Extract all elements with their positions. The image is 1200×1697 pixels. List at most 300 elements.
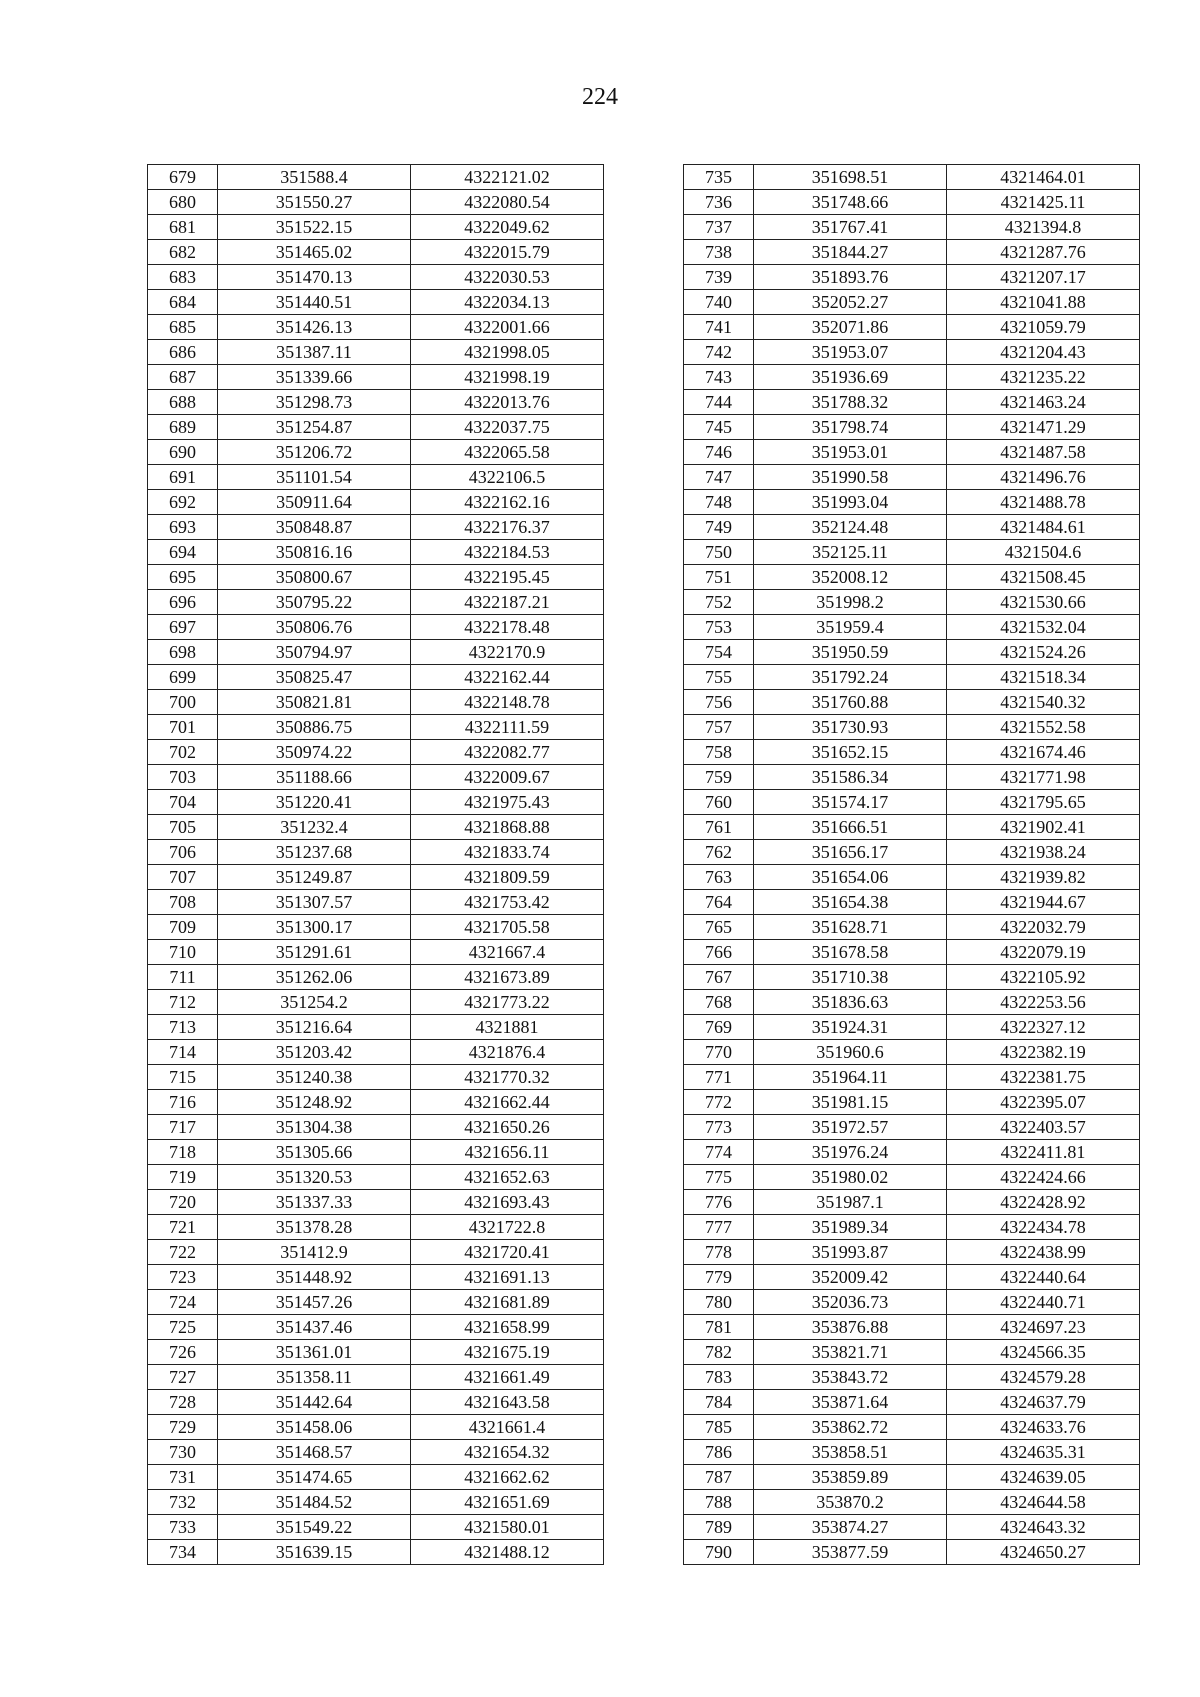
point-number-cell: 681 [148,215,218,240]
y-coordinate-cell: 4321773.22 [411,990,604,1015]
table-row [148,690,604,715]
table-row [148,665,604,690]
table-row [148,240,604,265]
table-row [684,1265,1140,1290]
coordinates-table-left [147,164,604,1565]
point-number-cell: 789 [684,1515,754,1540]
point-number-cell: 685 [148,315,218,340]
x-coordinate-cell: 351798.74 [754,415,947,440]
table-row [684,1015,1140,1040]
y-coordinate-cell: 4322395.07 [947,1090,1140,1115]
y-coordinate-cell: 4321504.6 [947,540,1140,565]
x-coordinate-cell: 351788.32 [754,390,947,415]
point-number-cell: 704 [148,790,218,815]
x-coordinate-cell: 351522.15 [218,215,411,240]
point-number-cell: 790 [684,1540,754,1565]
point-number-cell: 712 [148,990,218,1015]
point-number-cell: 782 [684,1340,754,1365]
y-coordinate-cell: 4321656.11 [411,1140,604,1165]
y-coordinate-cell: 4321770.32 [411,1065,604,1090]
point-number-cell: 708 [148,890,218,915]
table-row [148,565,604,590]
point-number-cell: 784 [684,1390,754,1415]
table-row [684,1390,1140,1415]
y-coordinate-cell: 4321705.58 [411,915,604,940]
x-coordinate-cell: 351426.13 [218,315,411,340]
x-coordinate-cell: 353874.27 [754,1515,947,1540]
y-coordinate-cell: 4321658.99 [411,1315,604,1340]
x-coordinate-cell: 351953.07 [754,340,947,365]
table-row [684,1115,1140,1140]
y-coordinate-cell: 4324639.05 [947,1465,1140,1490]
y-coordinate-cell: 4322382.19 [947,1040,1140,1065]
table-row [684,765,1140,790]
y-coordinate-cell: 4321425.11 [947,190,1140,215]
x-coordinate-cell: 351470.13 [218,265,411,290]
x-coordinate-cell: 351440.51 [218,290,411,315]
point-number-cell: 710 [148,940,218,965]
table-row [148,965,604,990]
point-number-cell: 698 [148,640,218,665]
x-coordinate-cell: 351262.06 [218,965,411,990]
point-number-cell: 737 [684,215,754,240]
point-number-cell: 776 [684,1190,754,1215]
point-number-cell: 703 [148,765,218,790]
point-number-cell: 786 [684,1440,754,1465]
table-row [148,1465,604,1490]
y-coordinate-cell: 4322080.54 [411,190,604,215]
table-row [148,1015,604,1040]
x-coordinate-cell: 352124.48 [754,515,947,540]
x-coordinate-cell: 350806.76 [218,615,411,640]
table-row [148,1440,604,1465]
x-coordinate-cell: 351188.66 [218,765,411,790]
point-number-cell: 706 [148,840,218,865]
table-row [684,690,1140,715]
x-coordinate-cell: 351304.38 [218,1115,411,1140]
point-number-cell: 739 [684,265,754,290]
x-coordinate-cell: 351998.2 [754,590,947,615]
point-number-cell: 682 [148,240,218,265]
x-coordinate-cell: 353870.2 [754,1490,947,1515]
x-coordinate-cell: 350795.22 [218,590,411,615]
y-coordinate-cell: 4324644.58 [947,1490,1140,1515]
y-coordinate-cell: 4321651.69 [411,1490,604,1515]
y-coordinate-cell: 4321524.26 [947,640,1140,665]
table-row [684,815,1140,840]
table-row [684,1190,1140,1215]
point-number-cell: 785 [684,1415,754,1440]
y-coordinate-cell: 4321394.8 [947,215,1140,240]
x-coordinate-cell: 351216.64 [218,1015,411,1040]
y-coordinate-cell: 4321650.26 [411,1115,604,1140]
point-number-cell: 705 [148,815,218,840]
y-coordinate-cell: 4322106.5 [411,465,604,490]
table-row [148,1365,604,1390]
table-row [684,1365,1140,1390]
x-coordinate-cell: 351654.06 [754,865,947,890]
x-coordinate-cell: 351300.17 [218,915,411,940]
table-row [148,890,604,915]
point-number-cell: 713 [148,1015,218,1040]
x-coordinate-cell: 351730.93 [754,715,947,740]
y-coordinate-cell: 4322411.81 [947,1140,1140,1165]
table-row [684,665,1140,690]
point-number-cell: 694 [148,540,218,565]
point-number-cell: 750 [684,540,754,565]
point-number-cell: 765 [684,915,754,940]
x-coordinate-cell: 350816.16 [218,540,411,565]
x-coordinate-cell: 351437.46 [218,1315,411,1340]
y-coordinate-cell: 4322327.12 [947,1015,1140,1040]
point-number-cell: 771 [684,1065,754,1090]
y-coordinate-cell: 4321720.41 [411,1240,604,1265]
table-row [684,1040,1140,1065]
x-coordinate-cell: 351232.4 [218,815,411,840]
x-coordinate-cell: 352009.42 [754,1265,947,1290]
x-coordinate-cell: 351458.06 [218,1415,411,1440]
point-number-cell: 788 [684,1490,754,1515]
point-number-cell: 729 [148,1415,218,1440]
y-coordinate-cell: 4322079.19 [947,940,1140,965]
table-row [148,490,604,515]
point-number-cell: 679 [148,165,218,190]
point-number-cell: 695 [148,565,218,590]
x-coordinate-cell: 351240.38 [218,1065,411,1090]
x-coordinate-cell: 353876.88 [754,1315,947,1340]
table-row [148,315,604,340]
y-coordinate-cell: 4324566.35 [947,1340,1140,1365]
y-coordinate-cell: 4321667.4 [411,940,604,965]
point-number-cell: 723 [148,1265,218,1290]
point-number-cell: 741 [684,315,754,340]
table-row [148,865,604,890]
table-row [148,340,604,365]
x-coordinate-cell: 351767.41 [754,215,947,240]
y-coordinate-cell: 4321530.66 [947,590,1140,615]
table-row [148,190,604,215]
y-coordinate-cell: 4322381.75 [947,1065,1140,1090]
y-coordinate-cell: 4324637.79 [947,1390,1140,1415]
point-number-cell: 775 [684,1165,754,1190]
table-row [684,1140,1140,1165]
y-coordinate-cell: 4321041.88 [947,290,1140,315]
y-coordinate-cell: 4321508.45 [947,565,1140,590]
y-coordinate-cell: 4321287.76 [947,240,1140,265]
table-row [684,1415,1140,1440]
point-number-cell: 744 [684,390,754,415]
table-row [148,1540,604,1565]
x-coordinate-cell: 351298.73 [218,390,411,415]
table-row [148,1315,604,1340]
y-coordinate-cell: 4321722.8 [411,1215,604,1240]
point-number-cell: 692 [148,490,218,515]
table-row [148,790,604,815]
x-coordinate-cell: 351993.87 [754,1240,947,1265]
y-coordinate-cell: 4321059.79 [947,315,1140,340]
table-row [148,1265,604,1290]
x-coordinate-cell: 351254.87 [218,415,411,440]
point-number-cell: 748 [684,490,754,515]
point-number-cell: 691 [148,465,218,490]
point-number-cell: 743 [684,365,754,390]
x-coordinate-cell: 350886.75 [218,715,411,740]
point-number-cell: 727 [148,1365,218,1390]
x-coordinate-cell: 351248.92 [218,1090,411,1115]
y-coordinate-cell: 4321235.22 [947,365,1140,390]
x-coordinate-cell: 351959.4 [754,615,947,640]
point-number-cell: 733 [148,1515,218,1540]
x-coordinate-cell: 351549.22 [218,1515,411,1540]
table-row [148,415,604,440]
x-coordinate-cell: 351550.27 [218,190,411,215]
point-number-cell: 687 [148,365,218,390]
point-number-cell: 724 [148,1290,218,1315]
table-row [148,1490,604,1515]
y-coordinate-cell: 4322184.53 [411,540,604,565]
x-coordinate-cell: 352052.27 [754,290,947,315]
x-coordinate-cell: 351976.24 [754,1140,947,1165]
x-coordinate-cell: 350825.47 [218,665,411,690]
point-number-cell: 720 [148,1190,218,1215]
table-row [684,190,1140,215]
x-coordinate-cell: 351307.57 [218,890,411,915]
table-row [684,840,1140,865]
y-coordinate-cell: 4321532.04 [947,615,1140,640]
x-coordinate-cell: 351989.34 [754,1215,947,1240]
x-coordinate-cell: 351320.53 [218,1165,411,1190]
x-coordinate-cell: 351980.02 [754,1165,947,1190]
point-number-cell: 736 [684,190,754,215]
x-coordinate-cell: 352071.86 [754,315,947,340]
y-coordinate-cell: 4322178.48 [411,615,604,640]
point-number-cell: 690 [148,440,218,465]
point-number-cell: 749 [684,515,754,540]
point-number-cell: 702 [148,740,218,765]
y-coordinate-cell: 4321809.59 [411,865,604,890]
y-coordinate-cell: 4322111.59 [411,715,604,740]
y-coordinate-cell: 4321496.76 [947,465,1140,490]
table-row [148,1065,604,1090]
x-coordinate-cell: 353862.72 [754,1415,947,1440]
x-coordinate-cell: 351442.64 [218,1390,411,1415]
point-number-cell: 761 [684,815,754,840]
point-number-cell: 753 [684,615,754,640]
table-row [148,1390,604,1415]
point-number-cell: 780 [684,1290,754,1315]
point-number-cell: 680 [148,190,218,215]
point-number-cell: 738 [684,240,754,265]
table-row [684,940,1140,965]
y-coordinate-cell: 4322187.21 [411,590,604,615]
x-coordinate-cell: 351964.11 [754,1065,947,1090]
table-row [148,515,604,540]
point-number-cell: 767 [684,965,754,990]
table-row [684,390,1140,415]
table-row [148,1415,604,1440]
point-number-cell: 781 [684,1315,754,1340]
y-coordinate-cell: 4322037.75 [411,415,604,440]
y-coordinate-cell: 4321998.19 [411,365,604,390]
x-coordinate-cell: 351237.68 [218,840,411,865]
y-coordinate-cell: 4322009.67 [411,765,604,790]
y-coordinate-cell: 4322082.77 [411,740,604,765]
point-number-cell: 774 [684,1140,754,1165]
point-number-cell: 755 [684,665,754,690]
y-coordinate-cell: 4321691.13 [411,1265,604,1290]
y-coordinate-cell: 4321868.88 [411,815,604,840]
y-coordinate-cell: 4322105.92 [947,965,1140,990]
y-coordinate-cell: 4321938.24 [947,840,1140,865]
y-coordinate-cell: 4321833.74 [411,840,604,865]
y-coordinate-cell: 4321674.46 [947,740,1140,765]
x-coordinate-cell: 351412.9 [218,1240,411,1265]
point-number-cell: 752 [684,590,754,615]
y-coordinate-cell: 4322253.56 [947,990,1140,1015]
y-coordinate-cell: 4321771.98 [947,765,1140,790]
point-number-cell: 731 [148,1465,218,1490]
point-number-cell: 762 [684,840,754,865]
table-row [684,1440,1140,1465]
coordinates-table-body [148,165,604,1565]
x-coordinate-cell: 351652.15 [754,740,947,765]
point-number-cell: 725 [148,1315,218,1340]
point-number-cell: 777 [684,1215,754,1240]
point-number-cell: 726 [148,1340,218,1365]
y-coordinate-cell: 4322162.16 [411,490,604,515]
y-coordinate-cell: 4322034.13 [411,290,604,315]
x-coordinate-cell: 351760.88 [754,690,947,715]
point-number-cell: 716 [148,1090,218,1115]
point-number-cell: 740 [684,290,754,315]
table-row [148,540,604,565]
point-number-cell: 772 [684,1090,754,1115]
point-number-cell: 686 [148,340,218,365]
x-coordinate-cell: 351339.66 [218,365,411,390]
y-coordinate-cell: 4324650.27 [947,1540,1140,1565]
x-coordinate-cell: 353843.72 [754,1365,947,1390]
table-row [148,1515,604,1540]
y-coordinate-cell: 4321975.43 [411,790,604,815]
y-coordinate-cell: 4321902.41 [947,815,1140,840]
x-coordinate-cell: 351792.24 [754,665,947,690]
table-row [684,490,1140,515]
point-number-cell: 770 [684,1040,754,1065]
x-coordinate-cell: 351972.57 [754,1115,947,1140]
y-coordinate-cell: 4324579.28 [947,1365,1140,1390]
x-coordinate-cell: 351748.66 [754,190,947,215]
y-coordinate-cell: 4322162.44 [411,665,604,690]
x-coordinate-cell: 351254.2 [218,990,411,1015]
x-coordinate-cell: 351628.71 [754,915,947,940]
y-coordinate-cell: 4322176.37 [411,515,604,540]
x-coordinate-cell: 350800.67 [218,565,411,590]
y-coordinate-cell: 4324633.76 [947,1415,1140,1440]
x-coordinate-cell: 351639.15 [218,1540,411,1565]
table-row [684,890,1140,915]
x-coordinate-cell: 350821.81 [218,690,411,715]
coordinates-table-right [683,164,1140,1565]
table-row [684,1065,1140,1090]
table-row [148,165,604,190]
table-row [684,1465,1140,1490]
point-number-cell: 769 [684,1015,754,1040]
table-row [148,940,604,965]
table-row [684,365,1140,390]
table-row [148,990,604,1015]
point-number-cell: 732 [148,1490,218,1515]
y-coordinate-cell: 4321488.78 [947,490,1140,515]
x-coordinate-cell: 351987.1 [754,1190,947,1215]
point-number-cell: 711 [148,965,218,990]
y-coordinate-cell: 4321464.01 [947,165,1140,190]
point-number-cell: 747 [684,465,754,490]
x-coordinate-cell: 350794.97 [218,640,411,665]
x-coordinate-cell: 351893.76 [754,265,947,290]
y-coordinate-cell: 4322195.45 [411,565,604,590]
x-coordinate-cell: 351960.6 [754,1040,947,1065]
table-row [684,1090,1140,1115]
y-coordinate-cell: 4322440.64 [947,1265,1140,1290]
table-row [684,565,1140,590]
x-coordinate-cell: 351654.38 [754,890,947,915]
point-number-cell: 745 [684,415,754,440]
x-coordinate-cell: 351474.65 [218,1465,411,1490]
table-row [684,1515,1140,1540]
table-row [148,615,604,640]
point-number-cell: 693 [148,515,218,540]
table-row [148,640,604,665]
table-row [148,1215,604,1240]
table-row [148,1140,604,1165]
y-coordinate-cell: 4321488.12 [411,1540,604,1565]
table-row [148,365,604,390]
point-number-cell: 730 [148,1440,218,1465]
y-coordinate-cell: 4321463.24 [947,390,1140,415]
x-coordinate-cell: 351990.58 [754,465,947,490]
y-coordinate-cell: 4322438.99 [947,1240,1140,1265]
y-coordinate-cell: 4324635.31 [947,1440,1140,1465]
y-coordinate-cell: 4321654.32 [411,1440,604,1465]
table-row [148,1090,604,1115]
y-coordinate-cell: 4322440.71 [947,1290,1140,1315]
table-row [148,465,604,490]
y-coordinate-cell: 4321939.82 [947,865,1140,890]
point-number-cell: 699 [148,665,218,690]
table-row [148,590,604,615]
y-coordinate-cell: 4321693.43 [411,1190,604,1215]
y-coordinate-cell: 4321471.29 [947,415,1140,440]
x-coordinate-cell: 351924.31 [754,1015,947,1040]
point-number-cell: 756 [684,690,754,715]
point-number-cell: 751 [684,565,754,590]
y-coordinate-cell: 4321795.65 [947,790,1140,815]
table-row [684,965,1140,990]
x-coordinate-cell: 351101.54 [218,465,411,490]
point-number-cell: 707 [148,865,218,890]
y-coordinate-cell: 4321662.44 [411,1090,604,1115]
table-row [148,440,604,465]
y-coordinate-cell: 4322121.02 [411,165,604,190]
y-coordinate-cell: 4322065.58 [411,440,604,465]
point-number-cell: 719 [148,1165,218,1190]
y-coordinate-cell: 4321876.4 [411,1040,604,1065]
table-row [148,915,604,940]
table-row [684,865,1140,890]
point-number-cell: 696 [148,590,218,615]
x-coordinate-cell: 350848.87 [218,515,411,540]
table-row [684,290,1140,315]
